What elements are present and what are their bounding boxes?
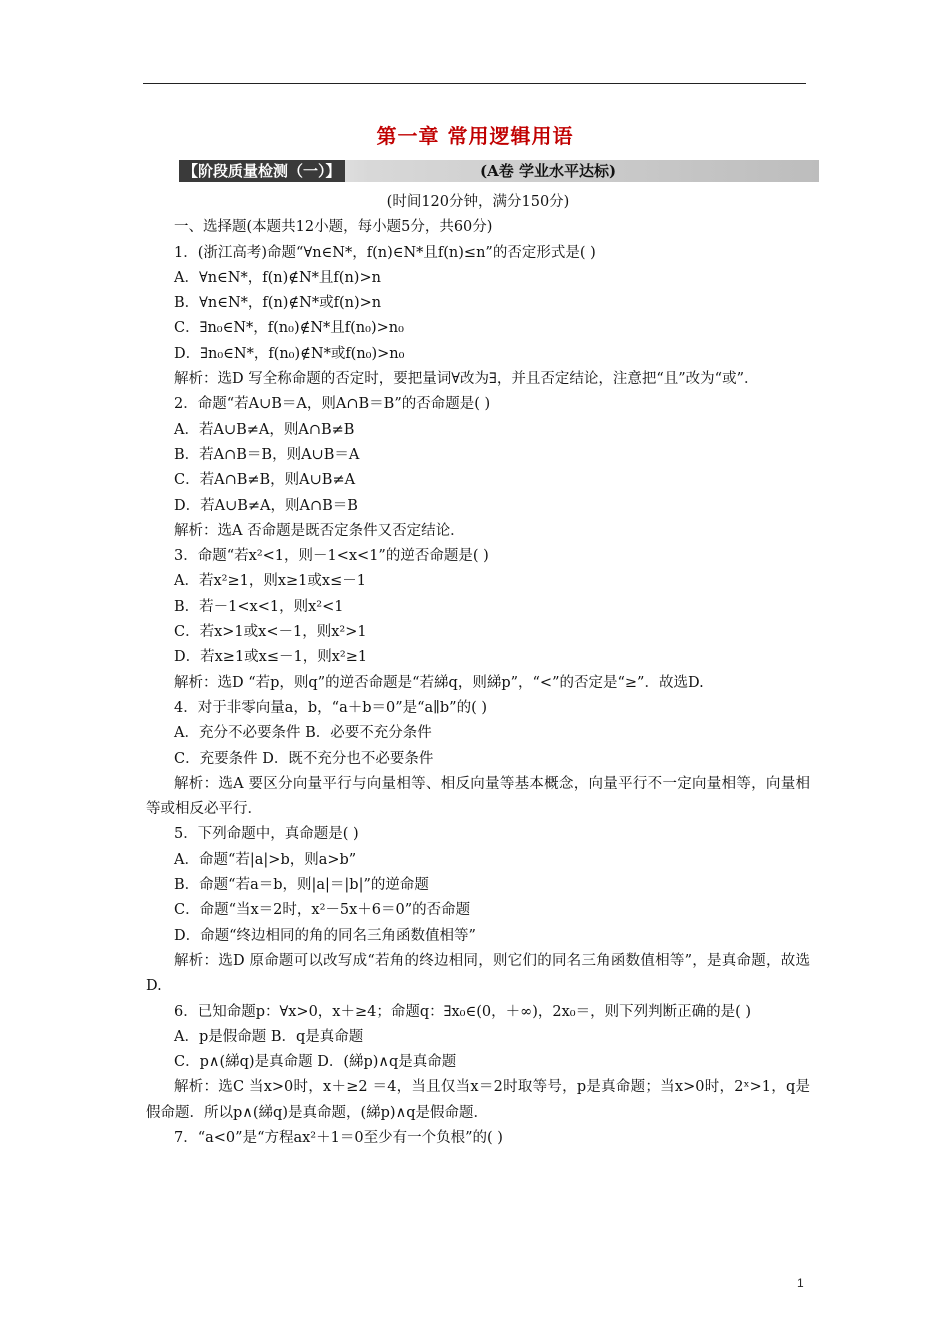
option-3a: A．若x²≥1，则x≥1或x≤－1 [174,573,366,590]
option-5b: B．命题“若a＝b，则|a|＝|b|”的逆命题 [174,877,429,894]
analysis-5: 解析：选D 原命题可以改写成“若角的终边相同，则它们的同名三角函数值相等”，是真命题，故选D. [146,952,810,995]
options-6cd: C．p∧(綈q)是真命题 D．(綈p)∧q是真命题 [174,1054,457,1071]
option-3b: B．若－1<x<1，则x²<1 [174,598,344,615]
question-5: 5．下列命题中，真命题是( ) [174,826,359,843]
analysis-3: 解析：选D “若p，则q”的逆否命题是“若綈q，则綈p”，“<”的否定是“≥”．故选D. [174,674,704,691]
option-5a: A．命题“若|a|>b，则a>b” [174,851,357,868]
section-heading: 一、选择题(本题共12小题，每小题5分，共60分) [174,219,493,236]
question-6: 6．已知命题p：∀x>0，x＋≥4；命题q：∃x₀∈(0，＋∞)，2x₀＝，则下列判断正确的是( ) [174,1003,751,1020]
volume-label: (A卷 学业水平达标) [480,162,617,180]
options-4cd: C．充要条件 D．既不充分也不必要条件 [174,750,434,767]
analysis-4: 解析：选A 要区分向量平行与向量相等、相反向量等基本概念，向量平行不一定向量相等，向量相等或相反必平行． [146,775,810,818]
document-body [146,190,810,1151]
analysis-6: 解析：选C 当x>0时，x＋≥2 ＝4，当且仅当x＝2时取等号，p是真命题；当x>0时，2ˣ>1，q是假命题．所以p∧(綈q)是真命题，(綈p)∧q是假命题． [146,1079,810,1121]
question-2: 2．命题“若A∪B＝A，则A∩B＝B”的否命题是( ) [174,396,491,413]
stage-tag: 【阶段质量检测（一）】 [179,160,345,182]
option-5c: C．命题“当x＝2时，x²－5x＋6＝0”的否命题 [174,902,471,919]
analysis-2: 解析：选A 否命题是既否定条件又否定结论． [174,522,465,539]
option-1a: A．∀n∈N*，f(n)∉N*且f(n)>n [174,269,381,286]
page-number: 1 [797,1276,804,1290]
option-1c: C．∃n₀∈N*，f(n₀)∉N*且f(n₀)>n₀ [174,320,404,337]
option-1d: D．∃n₀∈N*，f(n₀)∉N*或f(n₀)>n₀ [174,345,405,362]
question-3: 3．命题“若x²<1，则－1<x<1”的逆否命题是( ) [174,548,489,565]
option-2c: C．若A∩B≠B，则A∪B≠A [174,472,356,489]
question-4: 4．对于非零向量a，b，“a＋b＝0”是“a∥b”的( ) [174,699,488,716]
time-score-note: (时间120分钟，满分150分) [386,194,570,210]
question-1: 1．(浙江高考)命题“∀n∈N*，f(n)∈N*且f(n)≤n”的否定形式是( ) [174,244,596,261]
option-1b: B．∀n∈N*，f(n)∉N*或f(n)>n [174,295,382,312]
option-2d: D．若A∪B≠A，则A∩B＝B [174,497,358,514]
option-2b: B．若A∩B＝B，则A∪B＝A [174,446,360,463]
option-5d: D．命题“终边相同的角的同名三角函数值相等” [174,927,476,944]
option-2a: A．若A∪B≠A，则A∩B≠B [174,421,355,438]
options-4ab: A．充分不必要条件 B．必要不充分条件 [174,725,432,742]
options-6ab: A．p是假命题 B．q是真命题 [174,1028,364,1045]
option-3d: D．若x≥1或x≤－1，则x²≥1 [174,649,368,666]
option-3c: C．若x>1或x<－1，则x²>1 [174,624,367,641]
analysis-1: 解析：选D 写全称命题的否定时，要把量词∀改为∃，并且否定结论，注意把“且”改为“或”． [174,371,759,388]
question-7: 7．“a<0”是“方程ax²＋1＝0至少有一个负根”的( ) [174,1129,503,1146]
header-rule [143,83,806,84]
chapter-title: 第一章 常用逻辑用语 [376,124,574,148]
